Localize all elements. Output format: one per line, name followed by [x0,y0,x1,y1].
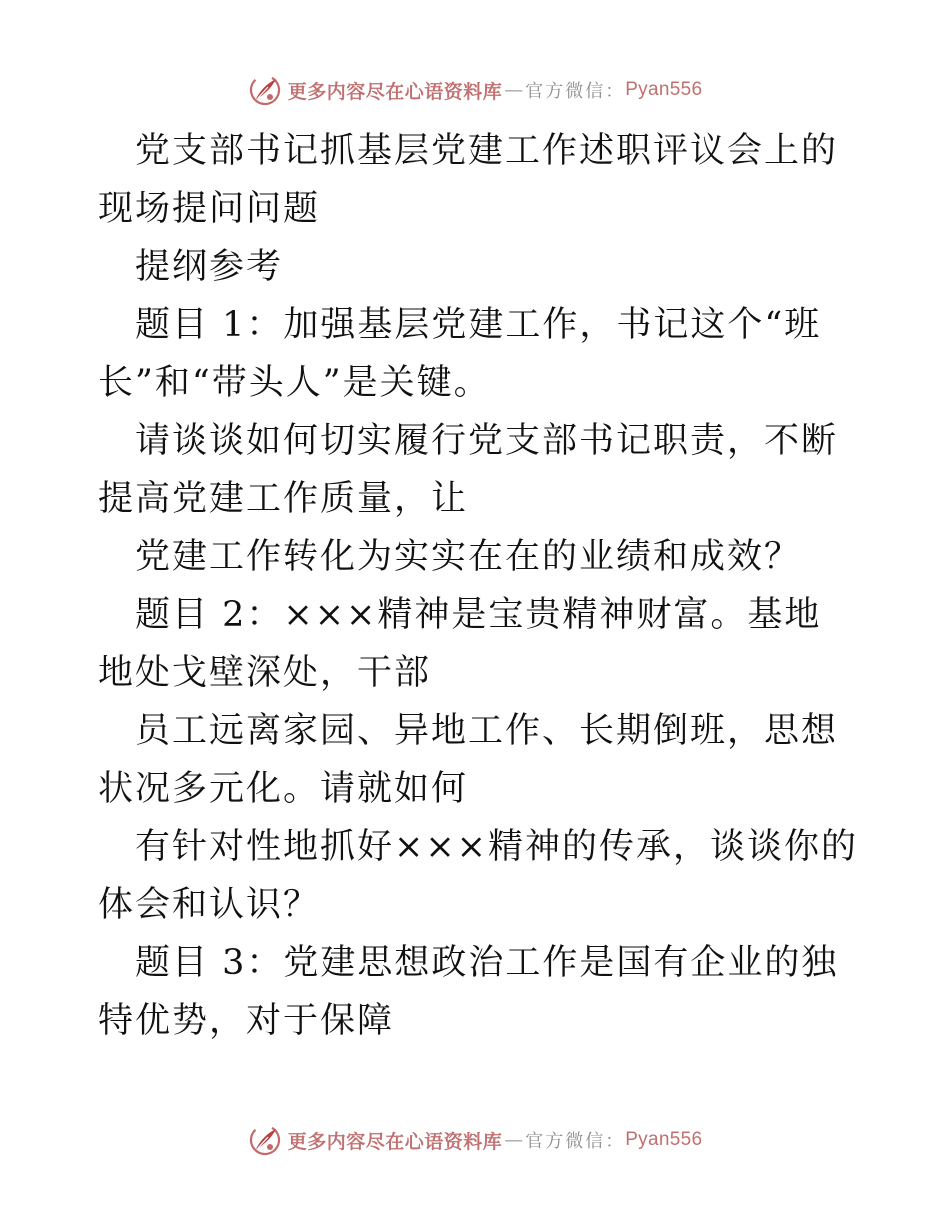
watermark-main-text: 更多内容尽在心语资料库 [287,80,503,103]
quill-pen-logo-icon [248,1123,282,1157]
watermark-wechat-id: Pyan556 [625,1129,703,1150]
watermark-main-text: 更多内容尽在心语资料库 [287,1130,503,1153]
question-1-body-paragraph: 请谈谈如何切实履行党支部书记职责，不断提高党建工作质量，让 [98,421,839,519]
watermark-wechat-id: Pyan556 [625,79,703,100]
question-1-paragraph: 题目 1：加强基层党建工作，书记这个“班长”和“带头人”是关键。 [98,305,822,403]
footer-watermark [0,1120,950,1160]
watermark-wechat-label: 官方微信： [525,1131,626,1152]
question-2-paragraph: 题目 2：×××精神是宝贵精神财富。基地地处戈壁深处，干部 [98,595,822,693]
watermark-wechat-label: 官方微信： [525,81,626,102]
document-title-line: 党支部书记抓基层党建工作述职评议会上的现场提问问题 [98,131,839,229]
document-body [98,122,858,1050]
document-subtitle-line: 提纲参考 [135,247,284,287]
watermark-separator: — [504,79,524,101]
question-2-body-continued: 有针对性地抓好×××精神的传承，谈谈你的体会和认识？ [98,827,858,925]
question-1-body-continued: 党建工作转化为实实在在的业绩和成效？ [135,537,802,577]
question-3-paragraph: 题目 3：党建思想政治工作是国有企业的独特优势，对于保障 [98,943,839,1041]
header-watermark [0,70,950,110]
watermark-separator: — [504,1129,524,1151]
quill-pen-logo-icon [248,73,282,107]
question-2-body-paragraph: 员工远离家园、异地工作、长期倒班，思想状况多元化。请就如何 [98,711,839,809]
